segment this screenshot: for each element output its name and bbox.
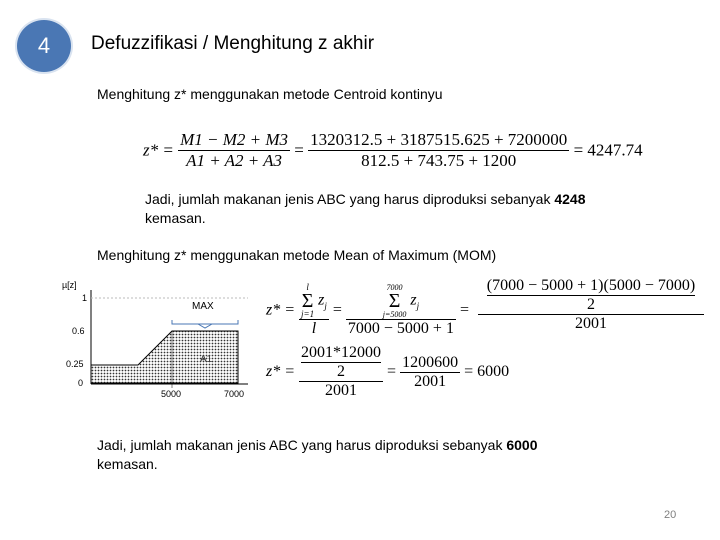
mom-eq1-fraction-2 [346,283,456,338]
slide-title: Defuzzifikasi / Menghitung z akhir [91,33,375,54]
mom-heading: Menghitung z* menggunakan metode Mean of Maximum (MOM) [97,247,497,263]
page-number: 20 [664,509,677,521]
mom-eq1-fraction-3 [478,277,704,333]
sum-lower-limit: j=1 [301,309,315,319]
y-axis-label: µ[z] [62,280,77,290]
mom-eq1-num3: (7000 − 5000 + 1)(5000 − 7000) [486,277,696,294]
y-tick-label: 0.6 [72,326,85,336]
centroid-symbolic-denominator: A1 + A2 + A3 [186,151,283,170]
max-bracket-tip [198,324,212,328]
membership-area [91,331,238,383]
sum2-term: z [410,291,417,309]
mom-eq2-lhs: z* = [266,363,296,380]
mom-eq2-num2: 1200600 [402,353,459,371]
mom-eq1-denominator-2: 7000 − 5000 + 1 [347,320,454,337]
mom-conclusion [97,436,657,474]
centroid-equation [143,130,643,171]
max-bracket [172,320,238,324]
mom-eq2-fraction-2 [400,354,460,391]
centroid-value-fraction [308,130,569,171]
mom-eq2-compound-numerator [299,344,383,382]
sum2-upper-limit: 7000 [386,283,403,292]
mom-eq1-fraction-1 [299,283,329,338]
sum2-lower-limit: j=5000 [382,310,407,319]
mom-eq1-denominator-1: l [311,320,317,337]
sum-term-subscript: j [324,300,327,311]
mom-eq1-lhs: z* = [266,301,296,319]
sum-symbol [301,283,314,319]
area-label: A1 [200,354,213,365]
mom-eq1-sum [299,283,329,320]
mom-eq1-equals: = [332,301,342,319]
mom-conclusion-unit: kemasan. [97,456,158,472]
sum2-symbol [383,283,407,319]
centroid-heading: Menghitung z* menggunakan metode Centroid kontinyu [97,86,443,102]
centroid-equals: = [294,140,304,160]
mom-conclusion-value: 6000 [506,437,538,453]
mom-eq2-den2: 2001 [414,372,447,390]
mom-eq1-sum2 [346,283,456,320]
mom-eq2-equals: = [387,363,397,380]
y-tick-label: 0.25 [66,359,84,369]
mom-eq1-fraction-3-numerator [478,277,704,315]
mom-eq2-inner-num: 2001*12000 [301,344,382,361]
mom-eq1-den3a: 2 [587,296,595,313]
membership-chart [58,276,258,406]
mom-eq1-equals-2: = [459,301,469,319]
mom-eq2-denominator: 2001 [325,382,358,399]
centroid-conclusion [145,190,685,228]
centroid-symbolic-numerator: M1 − M2 + M3 [180,130,289,149]
mom-eq2-result: = 6000 [464,363,510,380]
y-tick-label: 1 [82,293,88,303]
max-label: MAX [192,301,214,312]
centroid-symbolic-fraction [178,130,290,171]
mom-conclusion-text: Jadi, jumlah makanan jenis ABC yang harus diproduksi sebanyak [97,437,503,453]
sum2-term-subscript: j [416,300,420,311]
mom-eq2-fraction-1 [299,344,383,400]
sigma-icon: Σ [301,290,314,312]
centroid-conclusion-unit: kemasan. [145,210,206,226]
mom-equation-1 [266,283,469,338]
mom-equation-2 [266,344,509,400]
x-tick-label: 5000 [161,389,182,399]
centroid-result: = 4247.74 [573,140,643,160]
sigma-icon: Σ [388,290,401,312]
mom-eq1-den3b: 2001 [575,315,607,332]
centroid-lhs: z* = [143,140,174,160]
mom-eq2-inner-den: 2 [337,363,346,380]
slide-number-badge: 4 [15,18,73,74]
centroid-conclusion-text: Jadi, jumlah makanan jenis ABC yang harus diproduksi sebanyak [145,191,551,207]
sum-upper-limit: l [306,282,309,292]
centroid-value-denominator: 812.5 + 743.75 + 1200 [361,151,517,170]
y-tick-label: 0 [78,378,84,388]
sum-term: z [318,291,325,309]
centroid-value-numerator: 1320312.5 + 3187515.625 + 7200000 [310,130,568,149]
centroid-conclusion-value: 4248 [554,191,586,207]
x-tick-label: 7000 [224,389,245,399]
